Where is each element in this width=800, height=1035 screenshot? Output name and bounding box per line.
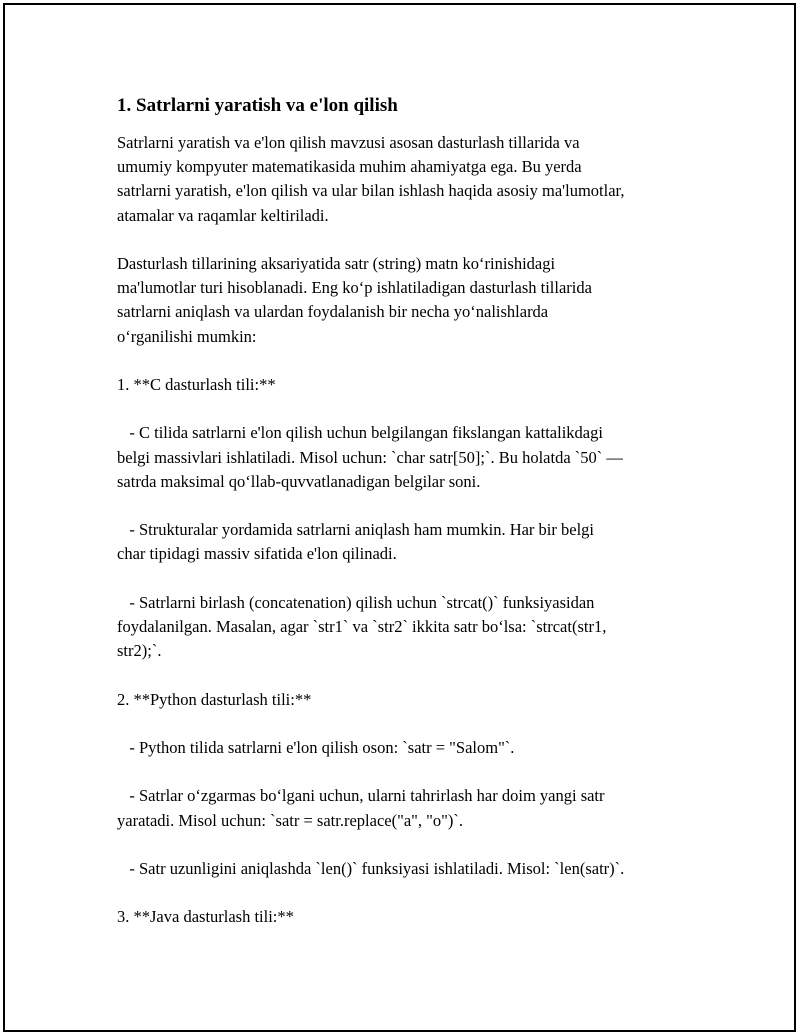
python-bullet-immutable: - Satrlar oʻzgarmas boʻlgani uchun, ularni tahrirlash har doim yangi satr yaratadi. Misol uchun: `satr = satr.replace("a", "o")`. (117, 786, 605, 830)
list-heading-c: 1. **C dasturlash tili:** (117, 375, 276, 394)
section-heading: 1. Satrlarni yaratish va e'lon qilish (117, 95, 398, 116)
c-bullet-structures: - Strukturalar yordamida satrlarni aniqlash ham mumkin. Har bir belgi char tipidagi massiv sifatida e'lon qilinadi. (117, 520, 595, 564)
document-body (117, 93, 697, 954)
intro-paragraph: Satrlarni yaratish va e'lon qilish mavzusi asosan dasturlash tillarida va umumiy kompyuter matematikasida muhim ahamiyatga ega. Bu yerda satrlarni yaratish, e'lon qilish va ular bilan ishlash haqida asosiy ma'lumotlar, atamalar va raqamlar keltiriladi. (117, 133, 625, 225)
c-bullet-arrays: - C tilida satrlarni e'lon qilish uchun belgilangan fikslangan kattalikdagi belgi massivlari ishlatiladi. Misol uchun: `char satr[50];`. Bu holatda `50` — satrda maksimal qoʻllab-quvvatlanadigan belgilar soni. (117, 423, 623, 491)
definition-paragraph: Dasturlash tillarining aksariyatida satr (string) matn koʻrinishidagi ma'lumotlar turi hisoblanadi. Eng koʻp ishlatiladigan dasturlash tillarida satrlarni aniqlash va ulardan foydalanish bir necha yoʻnalishlarda oʻrganilishi mumkin: (117, 254, 592, 346)
c-bullet-concatenation: - Satrlarni birlash (concatenation) qilish uchun `strcat()` funksiyasidan foydalanilgan. Masalan, agar `str1` va `str2` ikkita satr boʻlsa: `strcat(str1, str2);`. (117, 592, 607, 661)
python-bullet-len: - Satr uzunligini aniqlashda `len()` funksiyasi ishlatiladi. Misol: `len(satr)`. (117, 858, 625, 878)
python-bullet-declare: - Python tilida satrlarni e'lon qilish oson: `satr = "Salom"`. (117, 737, 515, 757)
list-heading-java: 3. **Java dasturlash tili:** (117, 907, 294, 927)
list-heading-python: 2. **Python dasturlash tili:** (117, 689, 312, 709)
